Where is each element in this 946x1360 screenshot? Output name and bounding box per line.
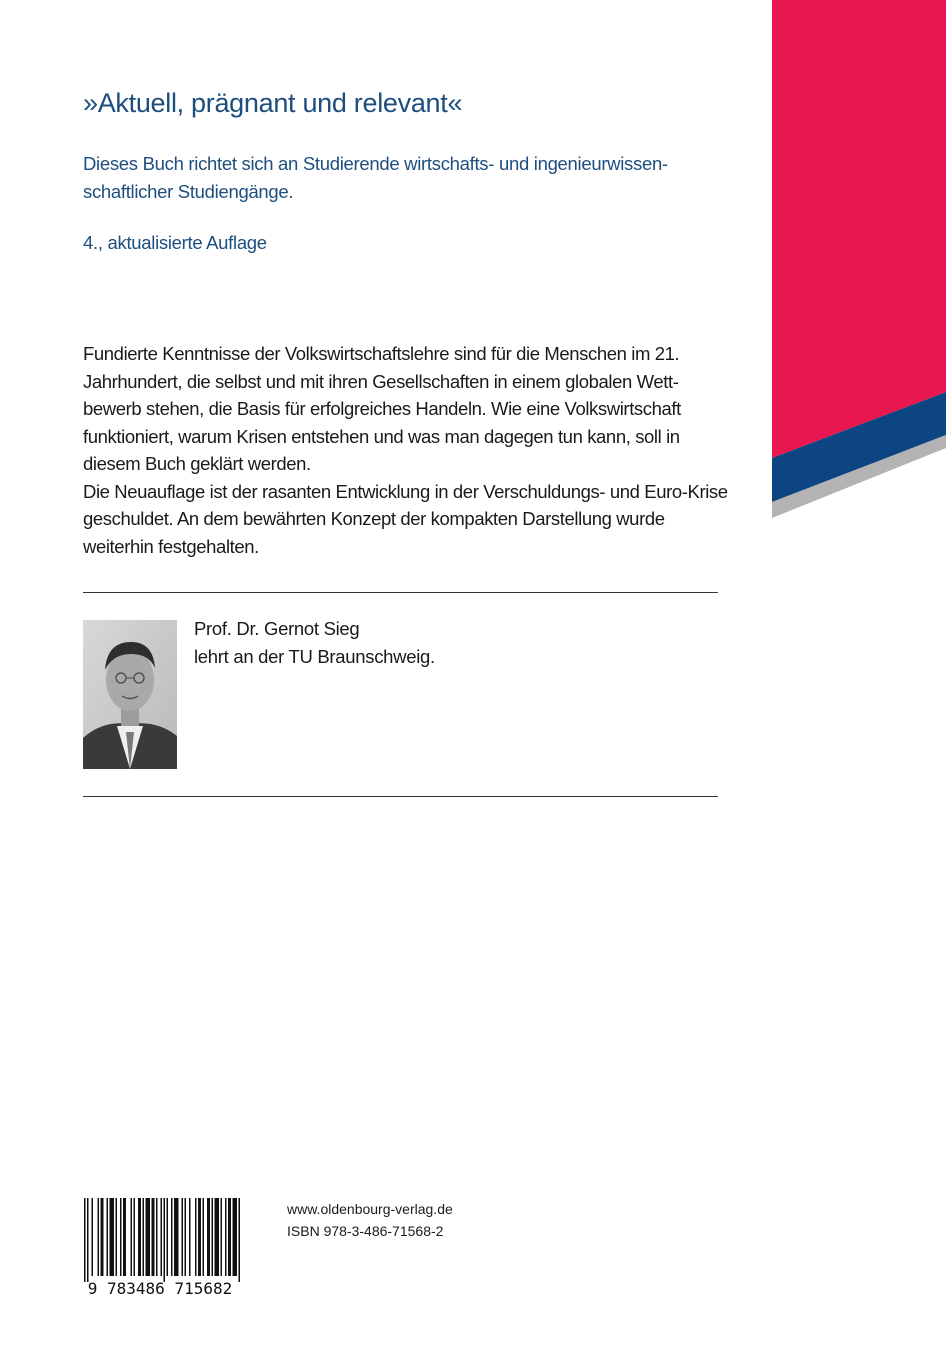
author-affiliation: lehrt an der TU Braunschweig. <box>194 646 435 667</box>
barcode-bar <box>87 1198 89 1282</box>
barcode-bar <box>164 1198 166 1282</box>
barcode-bar <box>146 1198 151 1276</box>
barcode-bar <box>167 1198 169 1276</box>
barcode-bar <box>198 1198 201 1276</box>
author-name: Prof. Dr. Gernot Sieg <box>194 618 360 639</box>
barcode-bar <box>98 1198 100 1276</box>
barcode-bar <box>156 1198 158 1276</box>
barcode-bar <box>225 1198 227 1276</box>
divider-bottom <box>83 796 718 797</box>
author-info <box>194 615 435 671</box>
barcode-bar <box>239 1198 241 1282</box>
barcode-bar <box>174 1198 179 1276</box>
tagline-quote: »Aktuell, prägnant und relevant« <box>83 88 463 118</box>
barcode-bar <box>152 1198 155 1276</box>
accent-red-band <box>772 0 946 458</box>
cover-accent-band <box>772 0 946 530</box>
barcode-digits: 9 783486 715682 <box>87 1279 233 1298</box>
barcode-bar <box>143 1198 145 1276</box>
barcode-bar <box>215 1198 220 1276</box>
barcode-bar <box>134 1198 136 1276</box>
barcode-bar <box>212 1198 214 1276</box>
barcode-bar <box>228 1198 231 1276</box>
barcode-bar <box>221 1198 223 1276</box>
description-paragraph-1: Fundierte Kenntnisse der Volkswirtschaftslehre sind für die Menschen im 21. Jahrhundert, die selbst und mit ihren Gesellschaften in einem globalen Wett-bewerb stehen, die Basis für erfolgreiches Handeln. Wie eine Volkswirtschaft funktioniert, warum Krisen entstehen und was man dagegen tun kann, soll in diesem Buch geklärt werden. <box>83 343 681 474</box>
barcode-bar <box>101 1198 104 1276</box>
barcode-bar <box>207 1198 210 1276</box>
barcode-bar <box>131 1198 133 1276</box>
barcode-bar <box>107 1198 109 1276</box>
barcode-bar <box>171 1198 173 1276</box>
publisher-website[interactable]: www.oldenbourg-verlag.de <box>287 1201 453 1217</box>
barcode-bar <box>233 1198 238 1276</box>
publisher-info <box>287 1198 453 1242</box>
book-description <box>83 340 733 560</box>
barcode-bar <box>203 1198 205 1276</box>
barcode-bar <box>84 1198 86 1282</box>
barcode-bar <box>120 1198 122 1276</box>
description-paragraph-2: Die Neuauflage ist der rasanten Entwicklung in der Verschuldungs- und Euro-Krise geschuldet. An dem bewährten Konzept der kompakten Darstellung wurde weiterhin festgehalten. <box>83 480 728 557</box>
barcode-bar <box>182 1198 184 1276</box>
barcode-bar <box>110 1198 115 1276</box>
barcode-bar <box>123 1198 126 1276</box>
target-audience-text: Dieses Buch richtet sich an Studierende wirtschafts- und ingenieurwissen-schaftlicher Studiengänge. <box>83 153 668 202</box>
barcode-bar <box>92 1198 94 1276</box>
divider-top <box>83 592 718 593</box>
edition-label: 4., aktualisierte Auflage <box>83 232 267 253</box>
barcode-bar <box>116 1198 118 1276</box>
isbn-barcode <box>70 1198 250 1298</box>
barcode-bar <box>189 1198 191 1276</box>
barcode-bar <box>161 1198 163 1276</box>
barcode-bars <box>84 1198 240 1282</box>
author-photo <box>83 620 177 769</box>
barcode-bar <box>138 1198 141 1276</box>
barcode-bar <box>195 1198 197 1276</box>
isbn-number: ISBN 978-3-486-71568-2 <box>287 1223 444 1239</box>
barcode-bar <box>185 1198 187 1276</box>
